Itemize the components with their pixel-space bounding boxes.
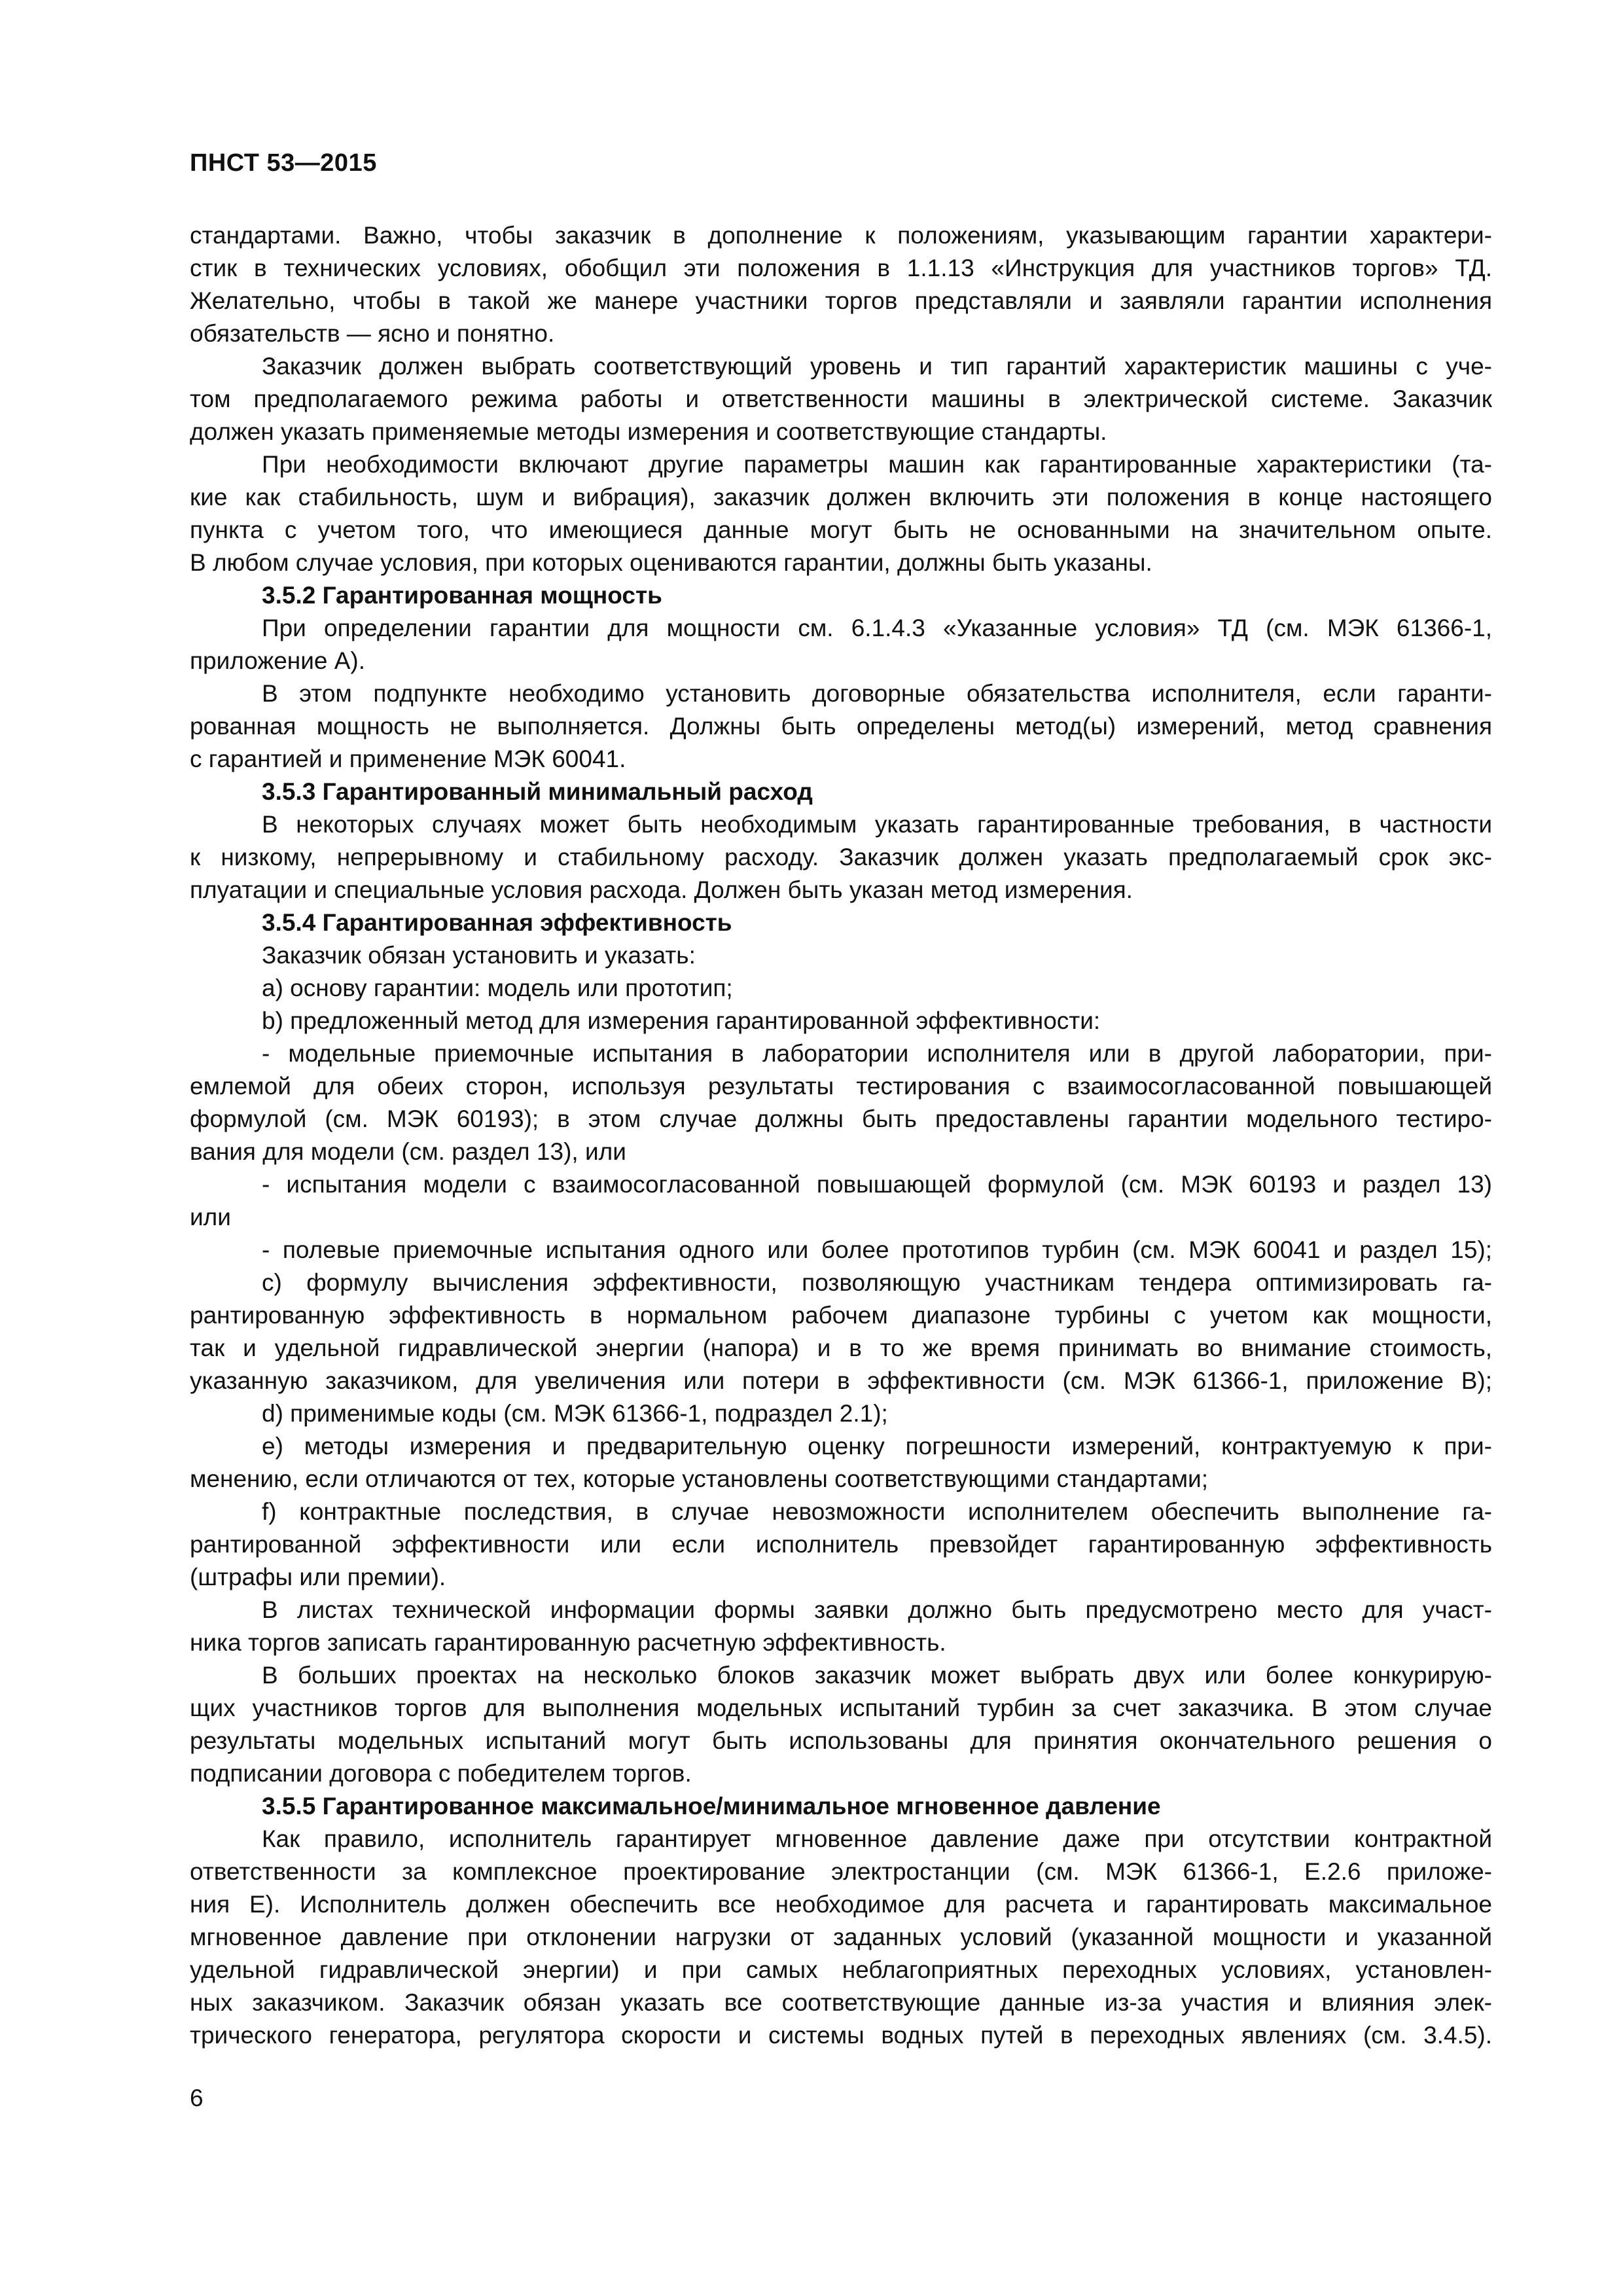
- text-line: с гарантией и применение МЭК 60041.: [190, 745, 626, 772]
- text-line: В этом подпункте необходимо установить договорные обязательства исполнителя, если гаранти-: [262, 680, 1492, 707]
- text-line: или: [190, 1204, 231, 1230]
- text-line: f) контрактные последствия, в случае невозможности исполнителем обеспечить выполнение га-: [262, 1498, 1492, 1525]
- text-line: Заказчик должен выбрать соответствующий уровень и тип гарантий характеристик машины с уче-: [262, 353, 1492, 380]
- text-line: (штрафы или премии).: [190, 1564, 446, 1590]
- text-line: емлемой для обеих сторон, используя результаты тестирования с взаимосогласованной повышающей: [190, 1073, 1492, 1100]
- text-line: Как правило, исполнитель гарантирует мгновенное давление даже при отсутствии контрактной: [262, 1825, 1492, 1852]
- text-line: подписании договора с победителем торгов.: [190, 1760, 692, 1787]
- text-line: ника торгов записать гарантированную расчетную эффективность.: [190, 1629, 946, 1656]
- text-line: В некоторых случаях может быть необходимым указать гарантированные требования, в частности: [262, 811, 1492, 838]
- text-line: При необходимости включают другие параметры машин как гарантированные характеристики (та-: [262, 451, 1492, 478]
- text-line: ных заказчиком. Заказчик обязан указать все соответствующие данные из-за участия и влияния элек-: [190, 1989, 1492, 2016]
- document-header: ПНСТ 53—2015: [190, 149, 377, 177]
- text-line: обязательств — ясно и понятно.: [190, 320, 555, 347]
- text-line: Желательно, чтобы в такой же манере участники торгов представляли и заявляли гарантии исполнения: [190, 287, 1492, 314]
- text-line: плуатации и специальные условия расхода. Должен быть указан метод измерения.: [190, 876, 1133, 903]
- text-line: b) предложенный метод для измерения гарантированной эффективности:: [262, 1007, 1101, 1034]
- text-line: мгновенное давление при отклонении нагрузки от заданных условий (указанной мощности и указанной: [190, 1924, 1492, 1950]
- text-line: - модельные приемочные испытания в лаборатории исполнителя или в другой лаборатории, при-: [262, 1040, 1492, 1067]
- text-line: При определении гарантии для мощности см. 6.1.4.3 «Указанные условия» ТД (см. МЭК 61366-1,: [262, 615, 1492, 641]
- section-heading: 3.5.4 Гарантированная эффективность: [262, 909, 732, 936]
- text-line: пункта с учетом того, что имеющиеся данные могут быть не основанными на значительном опыте.: [190, 516, 1492, 543]
- text-line: щих участников торгов для выполнения модельных испытаний турбин за счет заказчика. В этом случае: [190, 1695, 1492, 1721]
- text-line: стандартами. Важно, чтобы заказчик в дополнение к положениям, указывающим гарантии характери-: [190, 222, 1492, 249]
- text-line: В листах технической информации формы заявки должно быть предусмотрено место для участ-: [262, 1596, 1492, 1623]
- text-line: рантированную эффективность в нормальном рабочем диапазоне турбины с учетом как мощности,: [190, 1302, 1492, 1329]
- text-line: d) применимые коды (см. МЭК 61366-1, подраздел 2.1);: [262, 1400, 888, 1427]
- text-line: ответственности за комплексное проектирование электростанции (см. МЭК 61366-1, Е.2.6 приложе-: [190, 1858, 1492, 1885]
- text-line: указанную заказчиком, для увеличения или потери в эффективности (см. МЭК 61366-1, приложение В);: [190, 1367, 1492, 1394]
- text-line: удельной гидравлической энергии) и при самых неблагоприятных переходных условиях, установлен-: [190, 1956, 1492, 1983]
- text-line: так и удельной гидравлической энергии (напора) и в то же время принимать во внимание стоимость,: [190, 1335, 1492, 1361]
- text-line: а) основу гарантии: модель или прототип;: [262, 975, 733, 1001]
- text-line: е) методы измерения и предварительную оценку погрешности измерений, контрактуемую к при-: [262, 1433, 1492, 1460]
- text-line: рованная мощность не выполняется. Должны быть определены метод(ы) измерений, метод сравнения: [190, 713, 1492, 740]
- text-line: кие как стабильность, шум и вибрация), заказчик должен включить эти положения в конце настоящего: [190, 484, 1492, 511]
- text-line: стик в технических условиях, обобщил эти положения в 1.1.13 «Инструкция для участников торгов» ТД.: [190, 255, 1492, 281]
- text-line: В любом случае условия, при которых оцениваются гарантии, должны быть указаны.: [190, 549, 1152, 576]
- text-line: должен указать применяемые методы измерения и соответствующие стандарты.: [190, 418, 1107, 445]
- text-line: результаты модельных испытаний могут быть использованы для принятия окончательного решения о: [190, 1727, 1492, 1754]
- text-line: ния Е). Исполнитель должен обеспечить все необходимое для расчета и гарантировать максимальное: [190, 1891, 1492, 1918]
- text-line: - полевые приемочные испытания одного или более прототипов турбин (см. МЭК 60041 и раздел 15);: [262, 1236, 1492, 1263]
- text-line: Заказчик обязан установить и указать:: [262, 942, 696, 969]
- section-heading: 3.5.2 Гарантированная мощность: [262, 582, 662, 609]
- section-heading: 3.5.5 Гарантированное максимальное/минимальное мгновенное давление: [262, 1793, 1161, 1820]
- document-body: [190, 219, 1492, 2052]
- text-line: менению, если отличаются от тех, которые установлены соответствующими стандартами;: [190, 1465, 1209, 1492]
- text-line: трического генератора, регулятора скорости и системы водных путей в переходных явлениях (см. 3.4.5).: [190, 2022, 1492, 2049]
- page-number: 6: [190, 2085, 204, 2111]
- section-heading: 3.5.3 Гарантированный минимальный расход: [262, 778, 813, 805]
- text-line: к низкому, непрерывному и стабильному расходу. Заказчик должен указать предполагаемый срок экс-: [190, 844, 1492, 870]
- text-line: вания для модели (см. раздел 13), или: [190, 1138, 626, 1165]
- text-line: с) формулу вычисления эффективности, позволяющую участникам тендера оптимизировать га-: [262, 1269, 1492, 1296]
- text-line: рантированной эффективности или если исполнитель превзойдет гарантированную эффективность: [190, 1531, 1492, 1558]
- text-line: приложение А).: [190, 647, 366, 674]
- text-line: формулой (см. МЭК 60193); в этом случае должны быть предоставлены гарантии модельного тестиро-: [190, 1105, 1492, 1132]
- text-line: - испытания модели с взаимосогласованной повышающей формулой (см. МЭК 60193 и раздел 13): [262, 1171, 1492, 1198]
- text-line: том предполагаемого режима работы и ответственности машины в электрической системе. Заказчик: [190, 386, 1492, 412]
- text-line: В больших проектах на несколько блоков заказчик может выбрать двух или более конкурирую-: [262, 1662, 1492, 1689]
